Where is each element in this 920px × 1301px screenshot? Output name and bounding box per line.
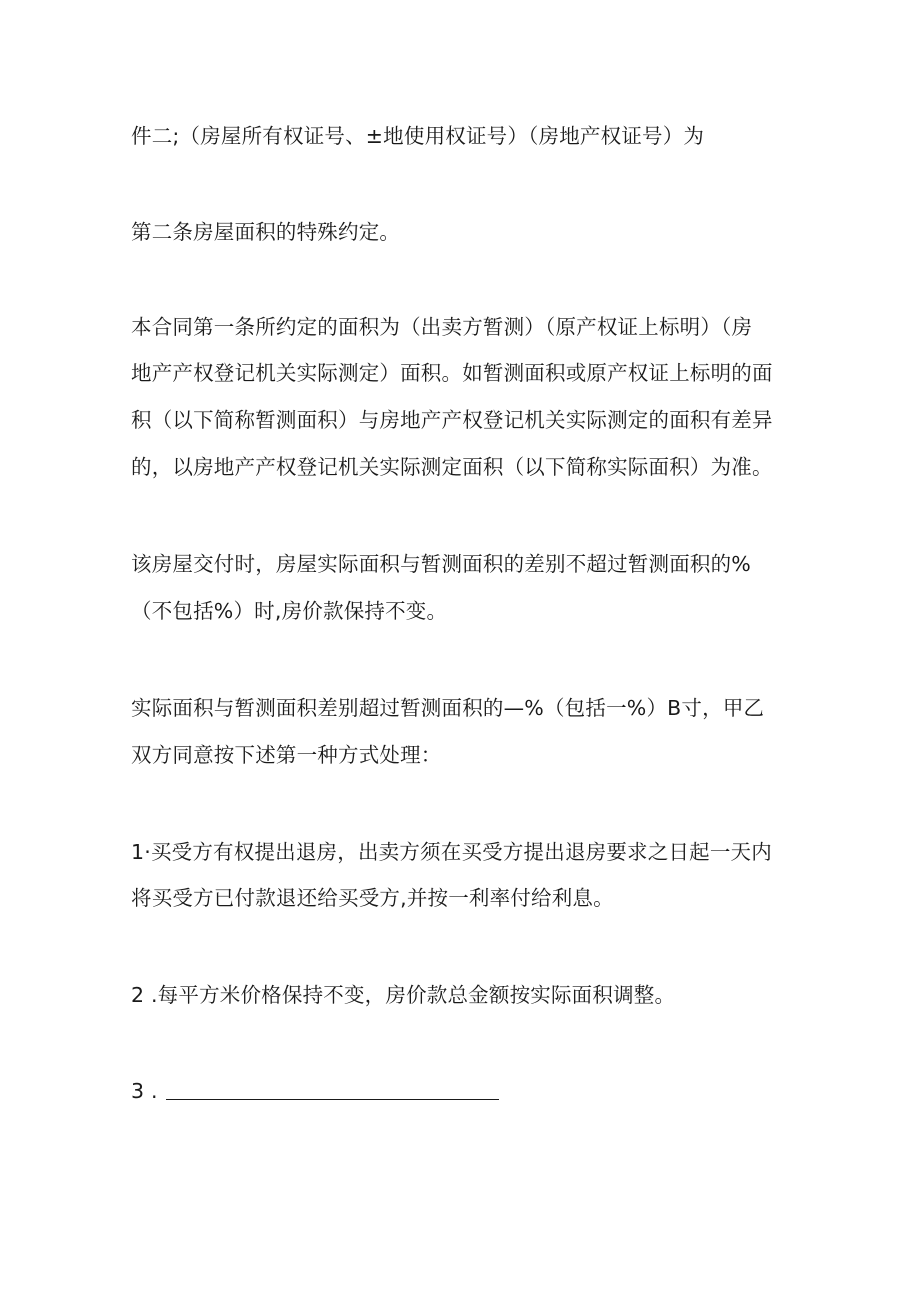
option-three-label: 3 . <box>131 1079 158 1103</box>
option-one-line-1: 1·买受方有权提出退房，出卖方须在买受方提出退房要求之日起一天内 <box>131 840 772 864</box>
paragraph-difference-line-1: 实际面积与暂测面积差别超过暂测面积的—%（包括一%）B寸，甲乙 <box>131 696 765 720</box>
paragraph-area-line-3: 积（以下简称暂测面积）与房地产产权登记机关实际测定的面积有差异 <box>131 408 773 432</box>
paragraph-area-line-2: 地产产权登记机关实际测定）面积。如暂测面积或原产权证上标明的面 <box>131 361 773 385</box>
paragraph-difference-line-2: 双方同意按下述第一种方式处理： <box>131 743 442 767</box>
option-one-line-2: 将买受方已付款退还给买受方,并按一利率付给利息。 <box>131 886 614 910</box>
paragraph-delivery-line-2: （不包括%）时,房价款保持不变。 <box>131 599 448 623</box>
option-three-blank-underline <box>166 1079 499 1100</box>
option-two-line: 2 .每平方米价格保持不变，房价款总金额按实际面积调整。 <box>131 983 676 1007</box>
article-two-heading: 第二条房屋面积的特殊约定。 <box>131 220 401 244</box>
paragraph-area-line-1: 本合同第一条所约定的面积为（出卖方暂测）（原产权证上标明）（房 <box>131 315 753 339</box>
paragraph-delivery-line-1: 该房屋交付时，房屋实际面积与暂测面积的差别不超过暂测面积的% <box>131 552 751 576</box>
option-three-line <box>131 1077 499 1105</box>
paragraph-area-line-4: 的，以房地产产权登记机关实际测定面积（以下简称实际面积）为准。 <box>131 455 773 479</box>
paragraph-certificate-line: 件二;（房屋所有权证号、±地使用权证号）（房地产权证号）为 <box>131 124 705 148</box>
